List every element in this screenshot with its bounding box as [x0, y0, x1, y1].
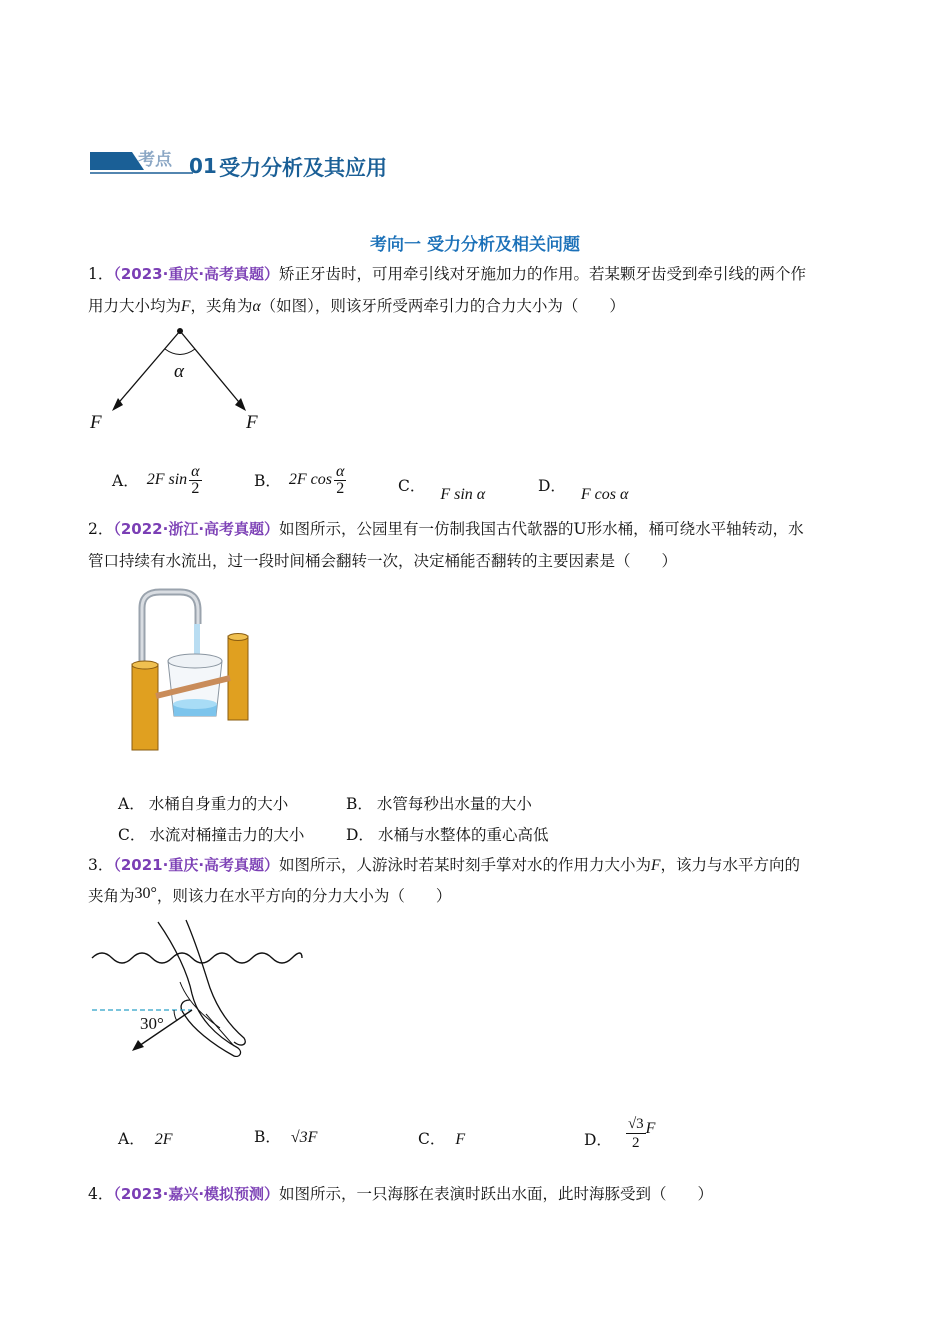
q3-number: 3． — [88, 856, 114, 874]
q1-option-a[interactable]: A． 2F sin $\frac{\alpha}{2}$ — [112, 462, 200, 497]
q2-line1: 2．（2022·浙江·高考真题）如图所示，公园里有一仿制我国古代欹器的U形水桶，桶可绕水平轴转动，水 — [88, 520, 804, 538]
q3-option-b[interactable]: B． √3F — [254, 1128, 318, 1146]
q2-line2: 管口持续有水流出，过一段时间桶会翻转一次，决定桶能否翻转的主要因素是（ ） — [88, 552, 678, 570]
q2-option-a[interactable]: A． 水桶自身重力的大小 — [118, 795, 289, 813]
q1-fig-right-F: F — [246, 412, 258, 433]
q4-line1: 4．（2023·嘉兴·模拟预测）如图所示，一只海豚在表演时跃出水面，此时海豚受到（ ） — [88, 1185, 714, 1203]
q4-source: （2023·嘉兴·模拟预测） — [113, 1185, 280, 1203]
section-title: 考向一 受力分析及相关问题 — [370, 235, 580, 255]
q2-option-c[interactable]: C． 水流对桶撞击力的大小 — [118, 826, 305, 844]
q2-bucket-illustration — [128, 586, 258, 754]
q1-option-c[interactable]: C． F sin α — [398, 477, 486, 503]
q3-option-d[interactable]: D． $\frac{√3}{2}$ F — [584, 1116, 656, 1151]
q1-fig-left-F: F — [90, 412, 102, 433]
q1-source: （2023·重庆·高考真题） — [113, 265, 280, 283]
q2-number: 2． — [88, 520, 114, 538]
q3-line2: 夹角为30°，则该力在水平方向的分力大小为（ ） — [88, 885, 452, 905]
q1-fig-alpha: α — [174, 361, 184, 382]
q3-line1: 3．（2021·重庆·高考真题）如图所示，人游泳时若某时刻手掌对水的作用力大小为F，该力与水平方向的 — [88, 856, 801, 874]
q3-option-c[interactable]: C． F — [418, 1130, 466, 1148]
header-badge-label: 考点 — [138, 150, 172, 170]
header-number: 01 — [189, 154, 217, 178]
q1-option-d[interactable]: D． F cos α — [538, 477, 629, 503]
section-header — [88, 144, 418, 184]
header-title: 受力分析及其应用 — [219, 156, 387, 180]
q2-option-d[interactable]: D． 水桶与水整体的重心高低 — [346, 826, 549, 844]
q3-swimming-hand-diagram — [88, 918, 308, 1074]
q3-option-a[interactable]: A． 2F — [118, 1130, 173, 1148]
q2-source: （2022·浙江·高考真题） — [113, 520, 280, 538]
q3-source: （2021·重庆·高考真题） — [113, 856, 280, 874]
q1-option-b[interactable]: B． 2F cos $\frac{\alpha}{2}$ — [254, 462, 345, 497]
q3-fig-angle: 30° — [140, 1014, 164, 1033]
q4-number: 4． — [88, 1185, 114, 1203]
q1-text-1: 矫正牙齿时，可用牵引线对牙施加力的作用。若某颗牙齿受到牵引线的两个作 — [279, 265, 807, 283]
q1-number: 1． — [88, 265, 114, 283]
q2-option-b[interactable]: B． 水管每秒出水量的大小 — [346, 795, 532, 813]
q1-line1 — [88, 264, 806, 284]
q1-line2: 用力大小均为F，夹角为α（如图），则该牙所受两牵引力的合力大小为（ ） — [88, 297, 625, 315]
